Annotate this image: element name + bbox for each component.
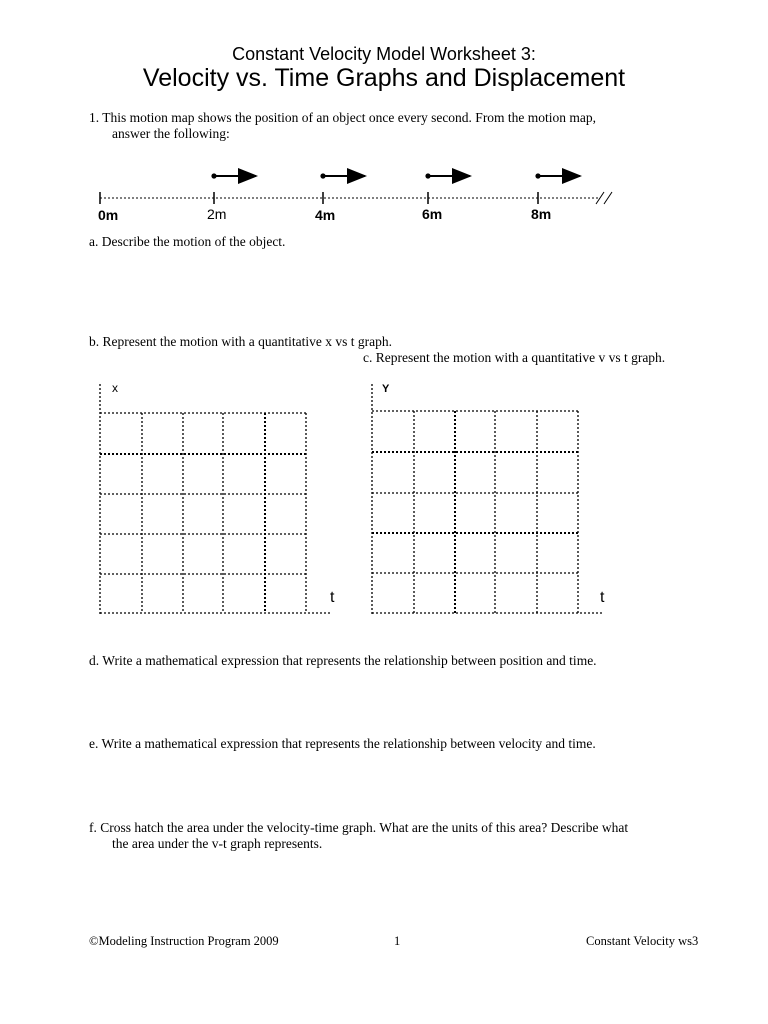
worksheet-title: Constant Velocity Model Worksheet 3: [232,44,536,64]
part-a: a. Describe the motion of the object. [89,234,286,249]
motion-dot [425,173,470,178]
part-e: e. Write a mathematical expression that represents the relationship between velocity and time. [89,736,596,751]
y-axis-label-v: Y [382,383,390,395]
tick-label-8m: 8m [531,206,552,222]
question-1-line-1: 1. This motion map shows the position of an object once every second. From the motion map, [89,110,597,125]
tick-label-6m: 6m [422,206,443,222]
part-f-line-1: f. Cross hatch the area under the velocity-time graph. What are the units of this area? Describe what [89,820,629,835]
x-vs-t-graph-grid[interactable] [90,378,340,623]
question-1-line-2: answer the following: [112,126,230,141]
part-c: c. Represent the motion with a quantitative v vs t graph. [363,350,666,365]
tick-label-4m: 4m [315,207,336,223]
footer-document-name: Constant Velocity ws3 [586,934,699,948]
motion-dot [320,173,365,178]
tick-label-2m: 2m [207,206,227,222]
motion-map [90,160,630,230]
part-f-line-2: the area under the v-t graph represents. [112,836,323,851]
footer-page-number: 1 [394,934,401,948]
v-vs-t-graph-grid[interactable] [362,378,612,623]
tick-label-0m: 0m [98,207,119,223]
x-axis-label-t: t [330,589,335,606]
motion-dot [211,173,256,178]
part-d: d. Write a mathematical expression that represents the relationship between position and time. [89,653,597,668]
worksheet-subtitle: Velocity vs. Time Graphs and Displacement [142,64,626,92]
x-axis-label-t: t [600,589,605,606]
part-b: b. Represent the motion with a quantitative x vs t graph. [89,334,392,349]
y-axis-label-x: x [112,381,118,395]
motion-dot [535,173,580,178]
footer-copyright: ©Modeling Instruction Program 2009 [89,934,279,948]
